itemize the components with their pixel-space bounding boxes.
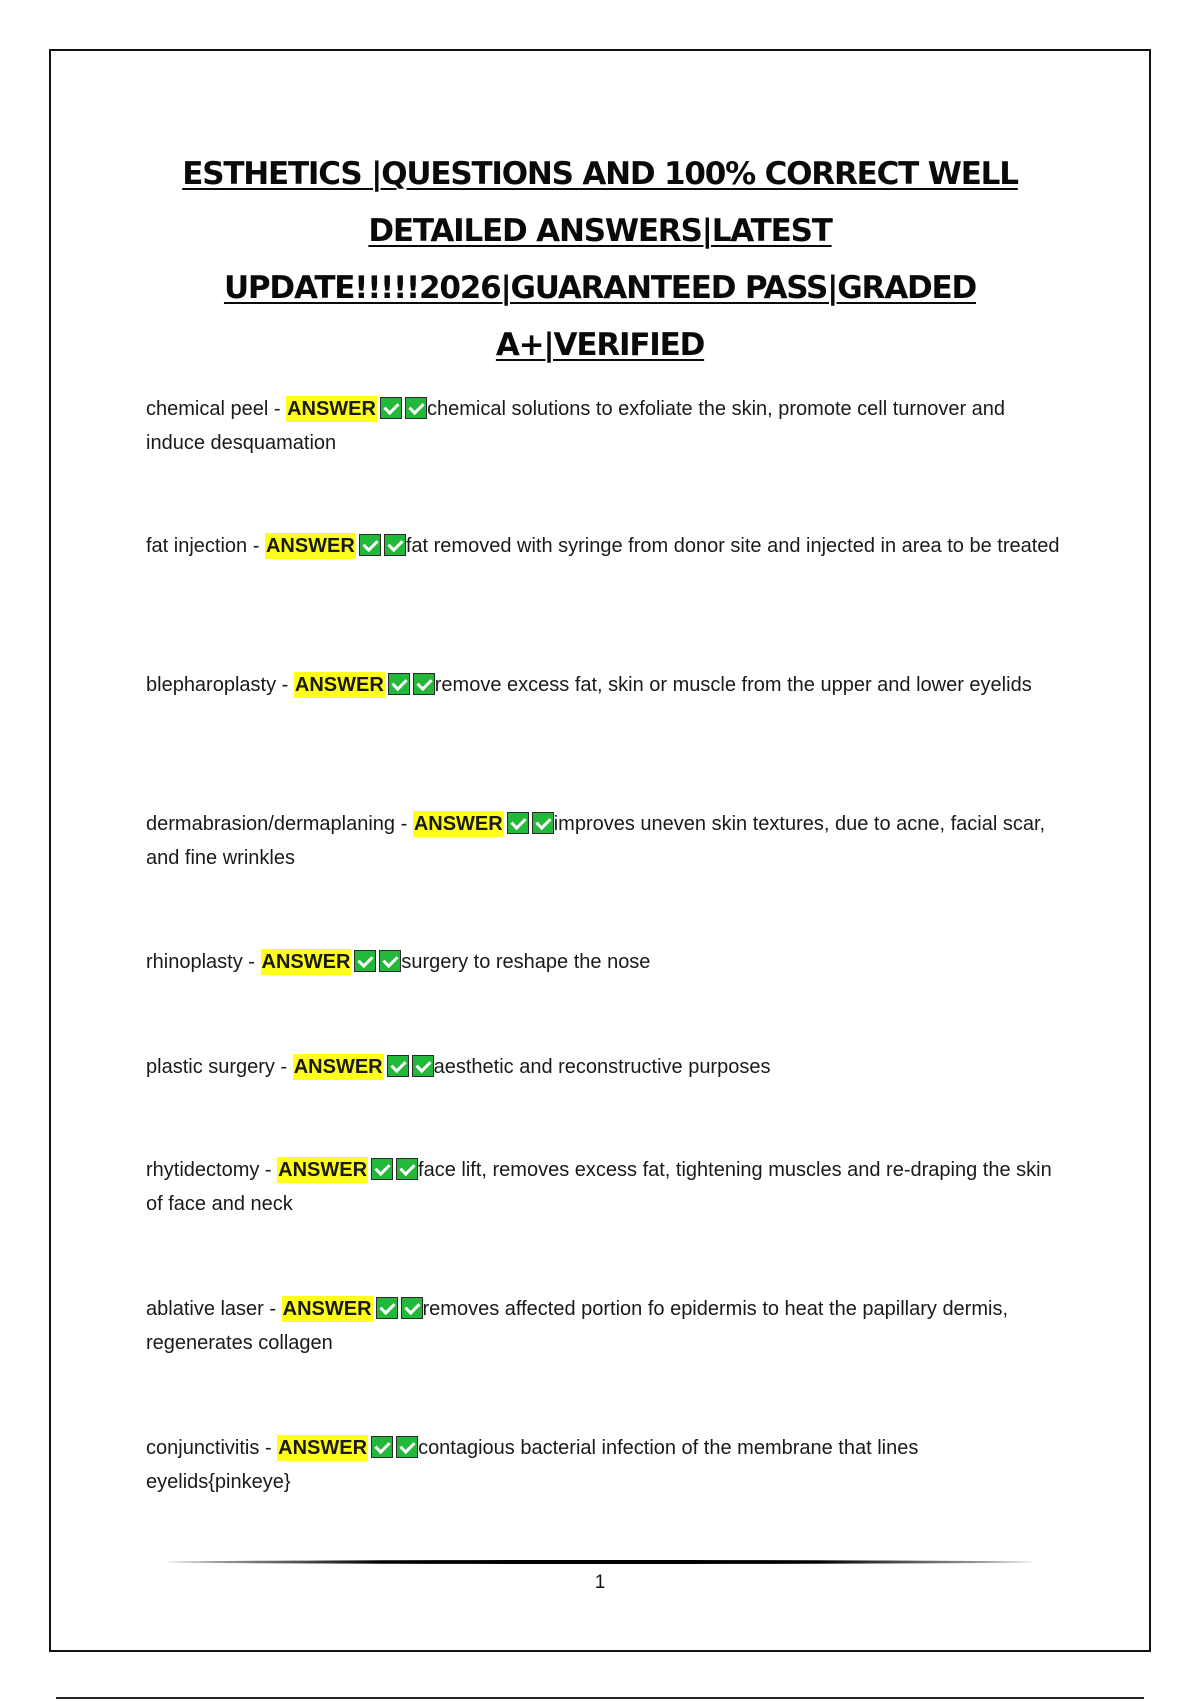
qa-definition: improves uneven skin textures, due to acne, facial scar, and fine wrinkles (146, 813, 1046, 869)
qa-separator: - (263, 1298, 282, 1320)
qa-item (146, 1153, 1066, 1221)
check-mark-icon (380, 397, 402, 419)
check-mark-icon (387, 1055, 409, 1077)
qa-separator: - (274, 1056, 293, 1078)
qa-item (146, 1292, 1066, 1360)
check-mark-icon (396, 1436, 418, 1458)
check-mark-icon (413, 673, 435, 695)
qa-term: blepharoplasty (146, 674, 277, 696)
qa-item (146, 1431, 1066, 1499)
qa-separator: - (242, 951, 261, 973)
qa-definition: contagious bacterial infection of the membrane that lines eyelids{pinkeye} (146, 1437, 919, 1493)
check-mark-icon (396, 1158, 418, 1180)
qa-term: dermabrasion/dermaplaning (146, 813, 396, 835)
answer-label: ANSWER (261, 951, 351, 973)
title-line-3: UPDATE!!!!!2026|GUARANTEED PASS|GRADED (223, 270, 977, 306)
qa-definition: remove excess fat, skin or muscle from the upper and lower eyelids (434, 674, 1032, 696)
qa-separator: - (247, 535, 265, 557)
qa-definition: fat removed with syringe from donor site and injected in area to be treated (405, 535, 1060, 557)
check-mark-icon (388, 673, 410, 695)
answer-label: ANSWER (282, 1298, 372, 1320)
qa-item (146, 392, 1066, 460)
check-mark-icon (507, 812, 529, 834)
qa-definition: surgery to reshape the nose (401, 951, 651, 973)
qa-term: rhinoplasty (146, 951, 243, 973)
qa-item (146, 807, 1066, 875)
check-mark-icon (384, 534, 406, 556)
answer-label: ANSWER (278, 1159, 368, 1181)
qa-term: fat injection (146, 535, 248, 557)
check-mark-icon (405, 397, 427, 419)
title-line-2: DETAILED ANSWERS|LATEST (368, 213, 832, 249)
check-mark-icon (376, 1297, 398, 1319)
title-line-4: A+|VERIFIED (495, 327, 705, 363)
check-mark-icon (401, 1297, 423, 1319)
check-mark-icon (532, 812, 554, 834)
qa-item (146, 1050, 1066, 1084)
check-mark-icon (379, 950, 401, 972)
answer-label: ANSWER (294, 674, 384, 696)
qa-term: rhytidectomy (146, 1159, 260, 1181)
check-mark-icon (354, 950, 376, 972)
check-mark-icon (371, 1158, 393, 1180)
qa-definition: chemical solutions to exfoliate the skin, promote cell turnover and induce desquamation (146, 398, 1006, 454)
qa-definition: removes affected portion fo epidermis to heat the papillary dermis, regenerates collagen (146, 1298, 1009, 1354)
qa-term: conjunctivitis (146, 1437, 260, 1459)
qa-term: chemical peel (146, 398, 269, 420)
answer-label: ANSWER (278, 1437, 368, 1459)
qa-separator: - (276, 674, 294, 696)
check-mark-icon (359, 534, 381, 556)
qa-separator: - (259, 1437, 278, 1459)
qa-separator: - (259, 1159, 278, 1181)
qa-separator: - (395, 813, 413, 835)
qa-item (146, 529, 1066, 563)
title-line-1: ESTHETICS |QUESTIONS AND 100% CORRECT WELL (182, 156, 1018, 192)
qa-term: ablative laser (146, 1298, 264, 1320)
document-title (150, 146, 1050, 374)
answer-label: ANSWER (413, 813, 503, 835)
qa-separator: - (268, 398, 287, 420)
check-mark-icon (371, 1436, 393, 1458)
answer-label: ANSWER (287, 398, 376, 420)
answer-label: ANSWER (265, 535, 355, 557)
qa-term: plastic surgery (146, 1056, 275, 1078)
answer-label: ANSWER (293, 1056, 383, 1078)
qa-item (146, 668, 1066, 702)
qa-definition: face lift, removes excess fat, tightening muscles and re-draping the skin of face and neck (146, 1159, 1052, 1215)
page-number: 1 (594, 1572, 606, 1593)
next-page-edge (56, 1697, 1144, 1699)
footer-rule (166, 1560, 1034, 1564)
qa-item (146, 945, 1066, 979)
check-mark-icon (412, 1055, 434, 1077)
qa-definition: aesthetic and reconstructive purposes (433, 1056, 771, 1078)
